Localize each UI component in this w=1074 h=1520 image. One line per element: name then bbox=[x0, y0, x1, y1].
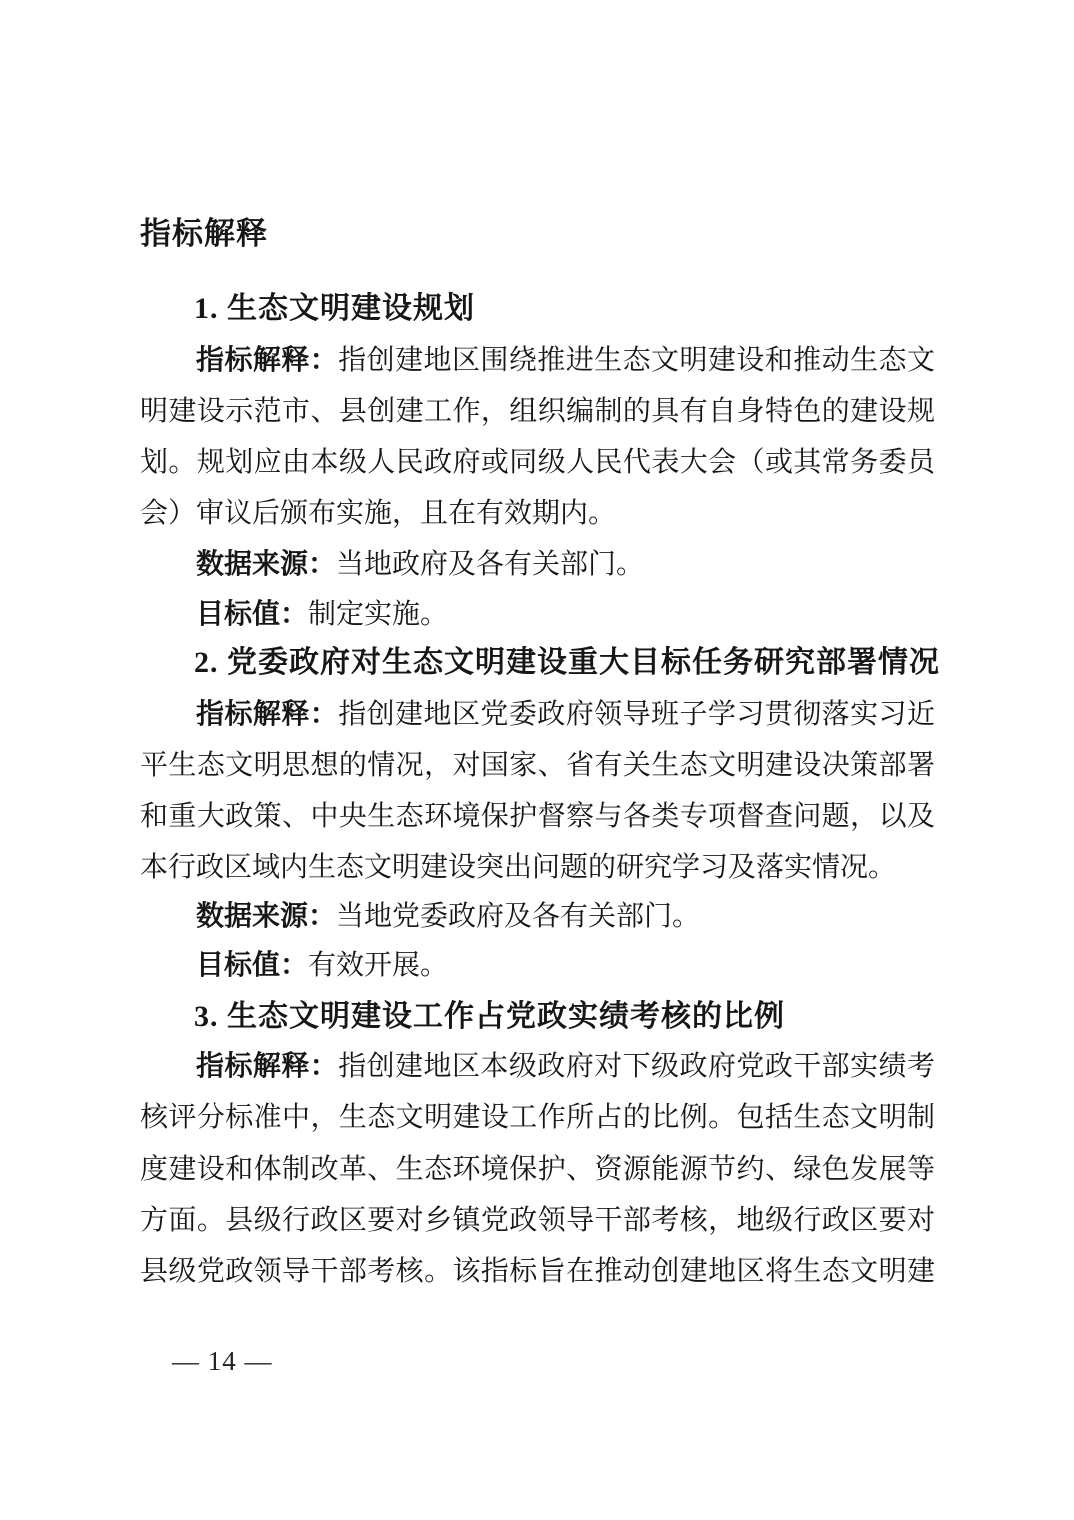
indicator-explanation-label: 指标解释： bbox=[196, 699, 339, 730]
target-value-label: 目标值： bbox=[196, 599, 309, 630]
target-value-label: 目标值： bbox=[196, 950, 309, 981]
body-line bbox=[140, 345, 935, 377]
body-line-text: 核评分标准中，生态文明建设工作所占的比例。包括生态文明制 bbox=[140, 1102, 935, 1133]
body-line bbox=[140, 852, 935, 884]
item-heading-1-label: 1. 生态文明建设规划 bbox=[194, 292, 475, 325]
body-line-text: 县级党政领导干部考核。该指标旨在推动创建地区将生态文明建 bbox=[140, 1256, 935, 1287]
body-line bbox=[140, 447, 935, 479]
body-line bbox=[140, 498, 935, 530]
data-source-text: 当地政府及各有关部门。 bbox=[336, 549, 645, 580]
target-value-line bbox=[140, 950, 935, 982]
indicator-explanation-label: 指标解释： bbox=[196, 345, 339, 376]
data-source-line bbox=[140, 901, 935, 933]
page-number: — 14 — bbox=[172, 1346, 273, 1376]
item-heading-2 bbox=[194, 646, 940, 680]
body-line bbox=[140, 801, 935, 833]
body-line-text: 明建设示范市、县创建工作，组织编制的具有自身特色的建设规 bbox=[140, 396, 935, 427]
body-line-text: 和重大政策、中央生态环境保护督察与各类专项督查问题，以及 bbox=[140, 801, 935, 832]
target-value-text: 有效开展。 bbox=[308, 950, 449, 981]
body-line-text: 指创建地区本级政府对下级政府党政干部实绩考 bbox=[338, 1051, 935, 1082]
body-line-text: 指创建地区围绕推进生态文明建设和推动生态文 bbox=[338, 345, 935, 376]
page-title: 指标解释 bbox=[140, 216, 268, 251]
item-heading-2-label: 2. 党委政府对生态文明建设重大目标任务研究部署情况 bbox=[194, 646, 940, 679]
body-line bbox=[140, 699, 935, 731]
body-line bbox=[140, 396, 935, 428]
target-value-line bbox=[140, 599, 935, 631]
indicator-explanation-label: 指标解释： bbox=[196, 1051, 339, 1082]
body-line bbox=[140, 1051, 935, 1083]
body-line-text: 度建设和体制改革、生态环境保护、资源能源节约、绿色发展等 bbox=[140, 1154, 935, 1185]
body-line-text: 指创建地区党委政府领导班子学习贯彻落实习近 bbox=[338, 699, 935, 730]
body-line bbox=[140, 1205, 935, 1237]
data-source-label: 数据来源： bbox=[196, 901, 337, 932]
body-line bbox=[140, 1256, 935, 1288]
body-line-text: 本行政区域内生态文明建设突出问题的研究学习及落实情况。 bbox=[140, 852, 897, 883]
body-line bbox=[140, 1102, 935, 1134]
body-line-text: 划。规划应由本级人民政府或同级人民代表大会（或其常务委员 bbox=[140, 447, 935, 478]
body-line bbox=[140, 750, 935, 782]
item-heading-3-label: 3. 生态文明建设工作占党政实绩考核的比例 bbox=[194, 1000, 785, 1033]
data-source-text: 当地党委政府及各有关部门。 bbox=[336, 901, 701, 932]
data-source-label: 数据来源： bbox=[196, 549, 337, 580]
body-line bbox=[140, 1154, 935, 1186]
target-value-text: 制定实施。 bbox=[308, 599, 449, 630]
item-heading-1 bbox=[194, 292, 475, 326]
body-line-text: 平生态文明思想的情况，对国家、省有关生态文明建设决策部署 bbox=[140, 750, 935, 781]
body-line-text: 会）审议后颁布实施，且在有效期内。 bbox=[140, 498, 617, 529]
item-heading-3 bbox=[194, 1000, 785, 1034]
body-line-text: 方面。县级行政区要对乡镇党政领导干部考核，地级行政区要对 bbox=[140, 1205, 935, 1236]
data-source-line bbox=[140, 549, 935, 581]
